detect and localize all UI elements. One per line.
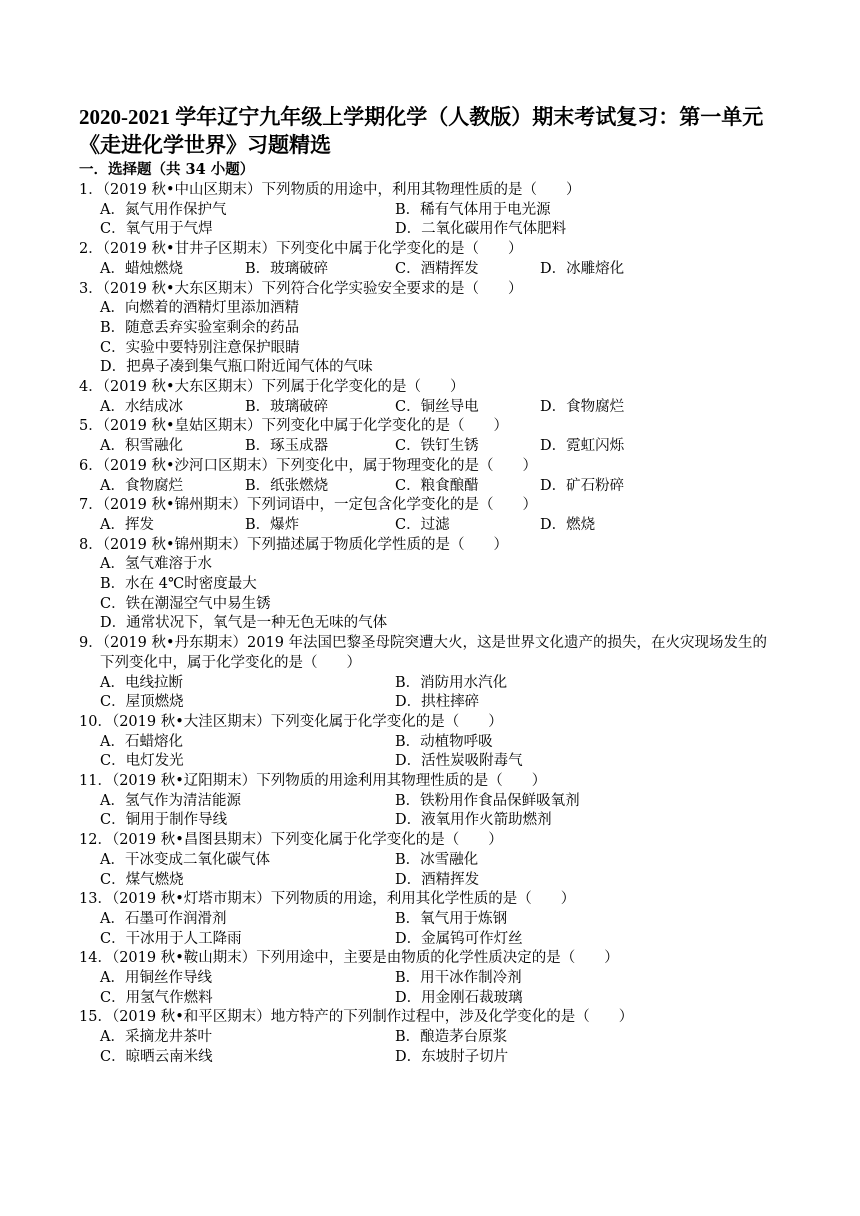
answer-option: A．食物腐烂 xyxy=(100,477,183,494)
question-stem: 6．（2019 秋•沙河口区期末）下列变化中，属于物理变化的是（ ） xyxy=(79,457,538,474)
title-line-1: 2020-2021 学年辽宁九年级上学期化学（人教版）期末考试复习：第一单元 xyxy=(79,105,764,129)
answer-option: B．纸张燃烧 xyxy=(245,477,329,494)
answer-option: D．通常状况下，氧气是一种无色无味的气体 xyxy=(100,615,388,632)
answer-option: A．积雪融化 xyxy=(100,438,183,455)
answer-option: B．铁粉用作食品保鲜吸氧剂 xyxy=(395,792,580,809)
question-stem: 11．（2019 秋•辽阳期末）下列物质的用途利用其物理性质的是（ ） xyxy=(79,773,547,789)
question-stem: 1．（2019 秋•中山区期末）下列物质的用途中，利用其物理性质的是（ ） xyxy=(79,182,581,198)
answer-option: B．玻璃破碎 xyxy=(245,260,329,277)
question-stem: 2．（2019 秋•甘井子区期末）下列变化中属于化学变化的是（ ） xyxy=(79,241,523,258)
answer-option: A．氢气作为清洁能源 xyxy=(100,792,241,809)
title-line-2: 《走进化学世界》习题精选 xyxy=(79,133,331,157)
answer-option: D．拱柱摔碎 xyxy=(395,694,480,711)
answer-option: B．氧气用于炼钢 xyxy=(395,910,508,927)
answer-option: A．用铜丝作导线 xyxy=(100,970,212,986)
answer-option: A．氮气用作保护气 xyxy=(100,201,227,218)
answer-option: C．铁钉生锈 xyxy=(395,438,479,455)
answer-option: D．活性炭吸附毒气 xyxy=(395,753,523,770)
question-stem: 8．（2019 秋•锦州期末）下列描述属于物质化学性质的是（ ） xyxy=(79,536,509,553)
answer-option: D．燃烧 xyxy=(540,516,596,533)
answer-option: C．干冰用于人工降雨 xyxy=(100,930,242,947)
answer-option: B．酿造茅台原浆 xyxy=(395,1029,508,1046)
answer-option: A．采摘龙井茶叶 xyxy=(100,1029,212,1046)
question-stem: 4．（2019 秋•大东区期末）下列属于化学变化的是（ ） xyxy=(79,379,465,395)
answer-option: B．玻璃破碎 xyxy=(245,398,329,415)
answer-option: C．电灯发光 xyxy=(100,753,184,770)
question-stem: 12．（2019 秋•昌图县期末）下列变化属于化学变化的是（ ） xyxy=(79,832,503,849)
answer-option: B．琢玉成器 xyxy=(245,438,329,455)
question-stem: 3．（2019 秋•大东区期末）下列符合化学实验安全要求的是（ ） xyxy=(79,280,523,297)
answer-option: D．冰雕熔化 xyxy=(540,260,625,277)
answer-option: A．电线拉断 xyxy=(100,674,183,691)
answer-option: B．爆炸 xyxy=(245,516,300,533)
question-stem: 5．（2019 秋•皇姑区期末）下列变化中属于化学变化的是（ ） xyxy=(79,418,509,435)
answer-option: C．煤气燃烧 xyxy=(100,871,184,888)
answer-option: D．食物腐烂 xyxy=(540,398,625,415)
question-stem: 14．（2019 秋•鞍山期末）下列用途中，主要是由物质的化学性质决定的是（ ） xyxy=(79,950,619,967)
answer-option: C．铁在潮湿空气中易生锈 xyxy=(100,595,271,612)
answer-option: C．粮食酿醋 xyxy=(395,477,479,494)
section-heading: 一．选择题（共 34 小题） xyxy=(79,161,255,178)
answer-option: B．随意丢弃实验室剩余的药品 xyxy=(100,319,300,336)
question-stem: 15．（2019 秋•和平区期末）地方特产的下列制作过程中，涉及化学变化的是（ ） xyxy=(79,1009,634,1026)
answer-option: B．用干冰作制冷剂 xyxy=(395,970,522,986)
answer-option: B．稀有气体用于电光源 xyxy=(395,201,551,218)
answer-option: D．二氧化碳用作气体肥料 xyxy=(395,221,567,238)
question-stem: 10．（2019 秋•大洼区期末）下列变化属于化学变化的是（ ） xyxy=(79,713,503,730)
answer-option: C．氧气用于气焊 xyxy=(100,221,213,238)
question-stem-continued: 下列变化中，属于化学变化的是（ ） xyxy=(100,654,361,671)
answer-option: A．石蜡熔化 xyxy=(100,733,183,750)
answer-option: C．晾晒云南米线 xyxy=(100,1048,213,1065)
answer-option: C．铜用于制作导线 xyxy=(100,812,228,829)
answer-option: B．动植物呼吸 xyxy=(395,733,493,750)
answer-option: D．用金刚石裁玻璃 xyxy=(395,989,523,1006)
answer-option: D．矿石粉碎 xyxy=(540,477,625,494)
answer-option: C．过滤 xyxy=(395,516,450,533)
answer-option: A．蜡烛燃烧 xyxy=(100,260,183,277)
question-stem: 9．（2019 秋•丹东期末）2019 年法国巴黎圣母院突遭大火，这是世界文化遗产的损失，在火灾现场发生的 xyxy=(79,635,768,652)
answer-option: D．液氧用作火箭助燃剂 xyxy=(395,812,552,829)
question-stem: 7．（2019 秋•锦州期末）下列词语中，一定包含化学变化的是（ ） xyxy=(79,497,538,514)
answer-option: A．石墨可作润滑剂 xyxy=(100,910,227,927)
answer-option: A．氢气难溶于水 xyxy=(100,556,212,573)
answer-option: D．霓虹闪烁 xyxy=(540,438,625,455)
answer-option: D．东坡肘子切片 xyxy=(395,1048,509,1065)
answer-option: D．把鼻子凑到集气瓶口附近闻气体的气味 xyxy=(100,359,373,376)
answer-option: C．铜丝导电 xyxy=(395,398,479,415)
answer-option: A．挥发 xyxy=(100,516,154,533)
answer-option: A．向燃着的酒精灯里添加酒精 xyxy=(100,300,299,317)
answer-option: D．金属钨可作灯丝 xyxy=(395,930,523,947)
answer-option: D．酒精挥发 xyxy=(395,871,480,888)
answer-option: A．干冰变成二氧化碳气体 xyxy=(100,851,270,868)
answer-option: C．用氢气作燃料 xyxy=(100,989,213,1006)
question-stem: 13．（2019 秋•灯塔市期末）下列物质的用途，利用其化学性质的是（ ） xyxy=(79,891,576,908)
answer-option: B．消防用水汽化 xyxy=(395,674,508,691)
answer-option: C．实验中要特别注意保护眼睛 xyxy=(100,339,300,356)
answer-option: C．屋顶燃烧 xyxy=(100,694,184,711)
answer-option: B．冰雪融化 xyxy=(395,851,479,868)
answer-option: B．水在 4℃时密度最大 xyxy=(100,576,257,592)
answer-option: A．水结成冰 xyxy=(100,398,183,415)
answer-option: C．酒精挥发 xyxy=(395,260,479,277)
